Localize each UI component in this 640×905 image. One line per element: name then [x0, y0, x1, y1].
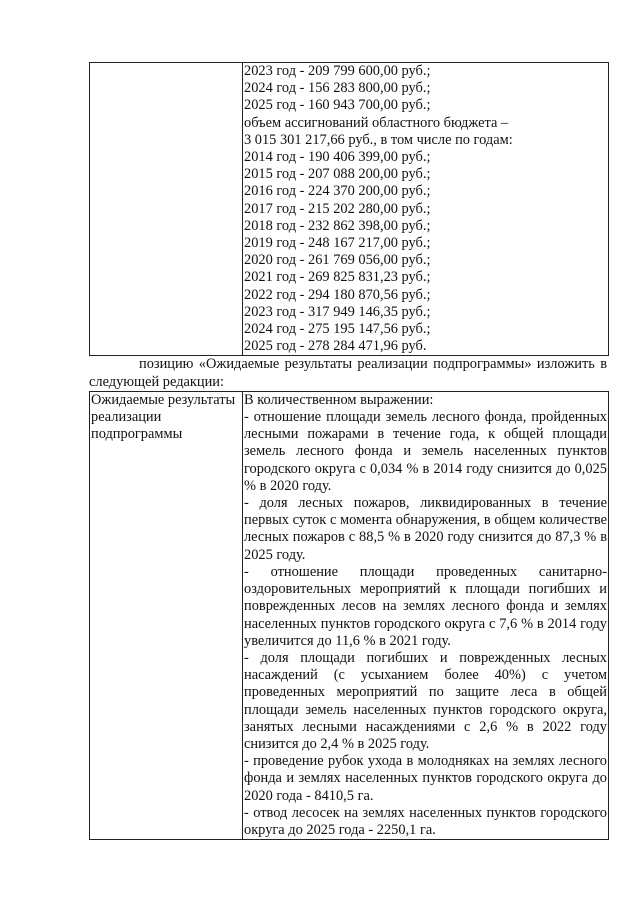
funding-line: 2024 год - 275 195 147,56 руб.; [244, 321, 431, 338]
funding-line: 2018 год - 232 862 398,00 руб.; [244, 217, 431, 234]
results-table [89, 391, 609, 840]
results-item: - отношение площади земель лесного фонда, пройденных лесными пожарами в течение года, к общей площади земель лесного фонда и земель населенных пунктов городского округа с 0,034 % в 2014 году снизится до 0,025 % в 2020 году. [244, 409, 607, 494]
results-row [90, 391, 609, 839]
funding-line: 2020 год - 261 769 056,00 руб.; [244, 252, 431, 269]
results-label: Ожидаемые результаты реализации подпрограммы [91, 391, 236, 443]
document-page [89, 62, 607, 840]
funding-line: 2025 год - 160 943 700,00 руб.; [244, 97, 431, 114]
results-item: - проведение рубок ухода в молодняках на землях лесного фонда и землях населенных пунктов городского округа до 2020 года - 8410,5 га. [244, 753, 607, 804]
results-item: - отвод лесосек на землях населенных пунктов городского округа до 2025 года - 2250,1 га. [244, 804, 607, 838]
funding-line: 2023 год - 209 799 600,00 руб.; [244, 63, 431, 79]
funding-line: 2014 год - 190 406 399,00 руб.; [244, 149, 431, 166]
results-item: - отношение площади проведенных санитарно-оздоровительных мероприятий к площади погибших и поврежденных лесов на землях лесного фонда и землях населенных пунктов городского округа с 7,6 % в 2014 году увеличится до 11,6 % в 2021 году. [244, 563, 607, 649]
funding-label-cell [90, 63, 243, 356]
funding-line: 2024 год - 156 283 800,00 руб.; [244, 80, 431, 97]
funding-line: объем ассигнований областного бюджета – [244, 114, 509, 131]
funding-line: 2023 год - 317 949 146,35 руб.; [244, 303, 431, 320]
results-content-cell [243, 391, 609, 839]
funding-line: 2016 год - 224 370 200,00 руб.; [244, 183, 431, 200]
funding-line: 2015 год - 207 088 200,00 руб.; [244, 166, 431, 183]
funding-table [89, 62, 609, 356]
funding-line: 3 015 301 217,66 руб., в том числе по годам: [244, 131, 513, 148]
instruction-paragraph: позицию «Ожидаемые результаты реализации подпрограммы» изложить в следующей редакции: [89, 356, 607, 390]
funding-line: 2017 год - 215 202 280,00 руб.; [244, 200, 431, 217]
results-label-cell [90, 391, 243, 839]
results-intro: В количественном выражении: [244, 391, 434, 408]
funding-values-cell [243, 63, 609, 356]
funding-line: 2025 год - 278 284 471,96 руб. [244, 338, 427, 355]
funding-row [90, 63, 609, 356]
funding-line: 2019 год - 248 167 217,00 руб.; [244, 235, 431, 252]
funding-line: 2022 год - 294 180 870,56 руб.; [244, 286, 431, 303]
results-item: - доля площади погибших и поврежденных лесных насаждений (с усыханием более 40%) с учетом проведенных мероприятий по защите леса в общей площади земель населенных пунктов городского округа, занятых лесными насаждениями с 2,6 % в 2022 году снизится до 2,4 % в 2025 году. [244, 649, 607, 752]
results-item: - доля лесных пожаров, ликвидированных в течение первых суток с момента обнаружения, в общем количестве лесных пожаров с 88,5 % в 2020 году снизится до 87,3 % в 2025 году. [244, 495, 607, 563]
funding-line: 2021 год - 269 825 831,23 руб.; [244, 269, 431, 286]
